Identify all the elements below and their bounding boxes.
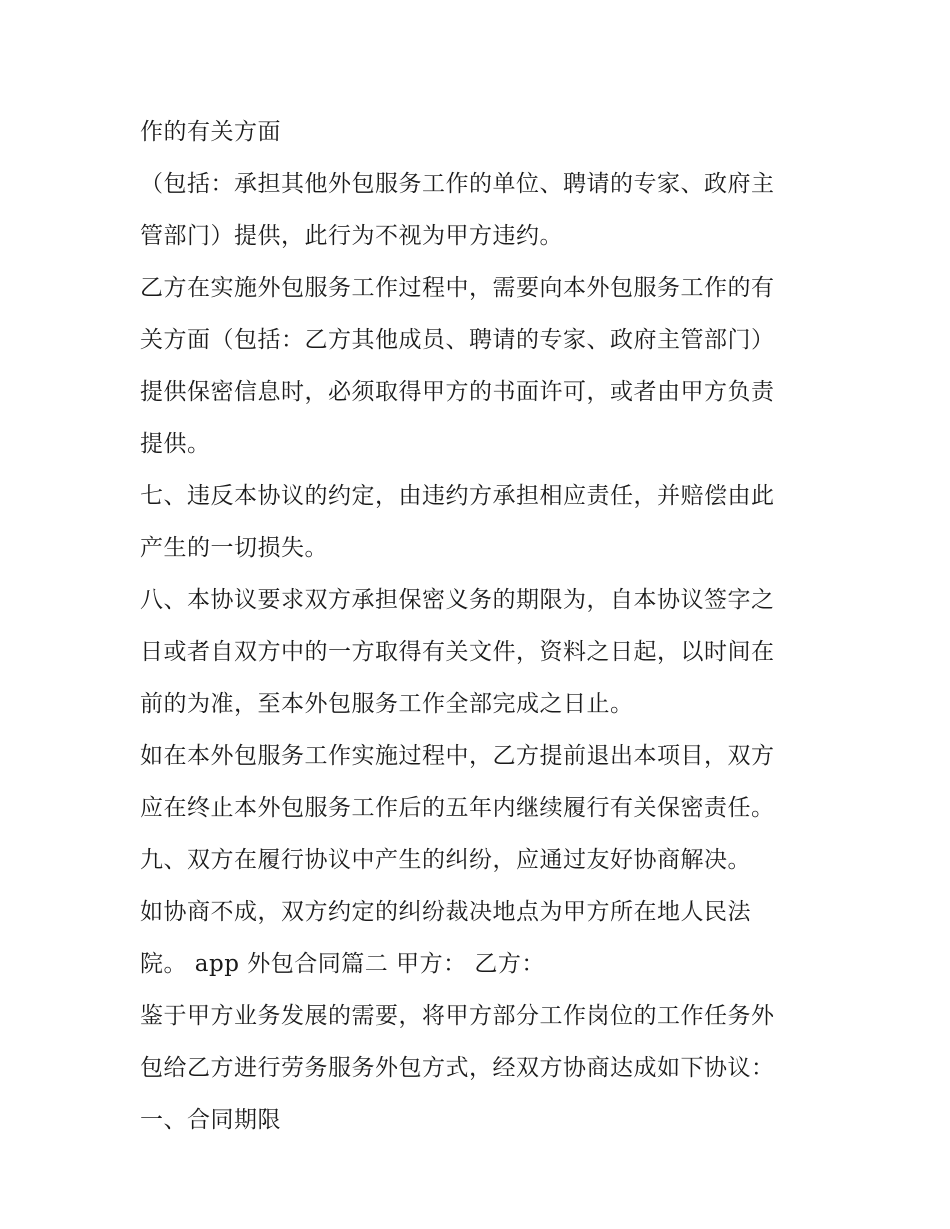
text-line: 提供保密信息时，必须取得甲方的书面许可，或者由甲方负责 (140, 379, 775, 405)
text-line: 应在终止本外包服务工作后的五年内继续履行有关保密责任。 (140, 795, 775, 821)
text-line: 八、本协议要求双方承担保密义务的期限为，自本协议签字之 (140, 587, 775, 613)
text-line: 提供。 (140, 431, 211, 457)
text-line: 如协商不成，双方约定的纠纷裁决地点为甲方所在地人民法 (140, 899, 751, 925)
text-line: 如在本外包服务工作实施过程中，乙方提前退出本项目，双方 (140, 743, 775, 769)
text-line: 管部门）提供，此行为不视为甲方违约。 (140, 223, 563, 249)
text-line: 包给乙方进行劳务服务外包方式，经双方协商达成如下协议： (140, 1055, 775, 1081)
text-line: 产生的一切损失。 (140, 535, 328, 561)
document-body (140, 106, 820, 1146)
text-line: 日或者自双方中的一方取得有关文件，资料之日起，以时间在 (140, 639, 775, 665)
text-line: 作的有关方面 (140, 119, 281, 145)
text-line: 九、双方在履行协议中产生的纠纷，应通过友好协商解决。 (140, 847, 751, 873)
text-line: 七、违反本协议的约定，由违约方承担相应责任，并赔偿由此 (140, 483, 775, 509)
text-line: 院。 app 外包合同篇二 甲方： 乙方： (140, 951, 545, 977)
text-line: 一、合同期限 (140, 1107, 281, 1133)
text-line: （包括：承担其他外包服务工作的单位、聘请的专家、政府主 (140, 171, 775, 197)
text-line: 乙方在实施外包服务工作过程中，需要向本外包服务工作的有 (140, 275, 775, 301)
text-line: 关方面（包括：乙方其他成员、聘请的专家、政府主管部门） (140, 327, 775, 353)
text-line: 前的为准，至本外包服务工作全部完成之日止。 (140, 691, 634, 717)
text-line: 鉴于甲方业务发展的需要，将甲方部分工作岗位的工作任务外 (140, 1003, 775, 1029)
